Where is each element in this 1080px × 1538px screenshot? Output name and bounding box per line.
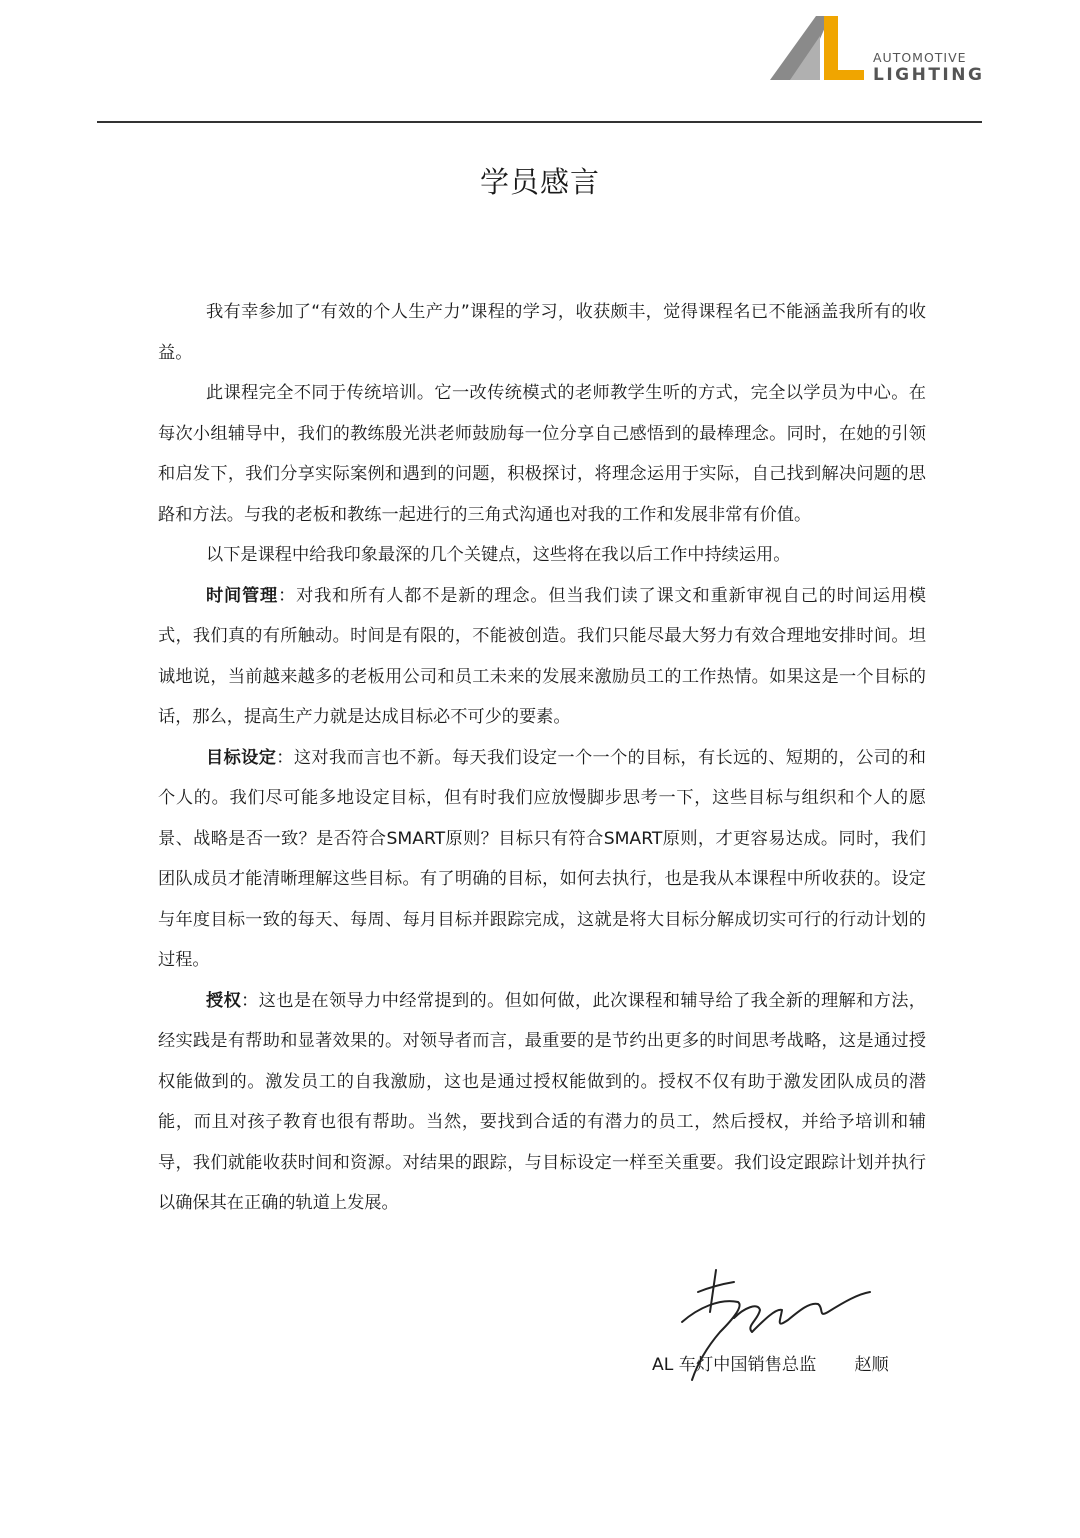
section-text: ：这也是在领导力中经常提到的。但如何做，此次课程和辅导给了我全新的理解和方法，经实践是有帮助和显著效果的。对领导者而言，最重要的是节约出更多的时间思考战略，这是通过授权能做到的。激发员工的自我激励，这也是通过授权能做到的。授权不仅有助于激发团队成员的潜能，而且对孩子教育也很有帮助。当然，要找到合适的有潜力的员工，然后授权，并给予培训和辅导，我们就能收获时间和资源。对结果的跟踪，与目标设定一样至关重要。我们设定跟踪计划并执行以确保其在正确的轨道上发展。 — [158, 990, 926, 1213]
section-text: ：这对我而言也不新。每天我们设定一个一个的目标，有长远的、短期的，公司的和个人的。我们尽可能多地设定目标，但有时我们应放慢脚步思考一下，这些目标与组织和个人的愿景、战略是否一致？是否符合SMART原则？目标只有符合SMART原则，才更容易达成。同时，我们团队成员才能清晰理解这些目标。有了明确的目标，如何去执行，也是我从本课程中所收获的。设定与年度目标一致的每天、每周、每月目标并跟踪完成，这就是将大目标分解成切实可行的行动计划的过程。 — [158, 747, 926, 970]
logo-line-lighting: LIGHTING — [873, 65, 985, 85]
signer-line — [652, 1350, 889, 1375]
logo-wordmark — [873, 50, 984, 84]
intro-paragraph-1: 我有幸参加了“有效的个人生产力”课程的学习，收获颇丰，觉得课程名已不能涵盖我所有的收益。 — [158, 302, 926, 363]
company-logo — [768, 14, 988, 86]
section-time-management — [158, 576, 926, 738]
header-rule — [97, 121, 982, 123]
signer-title: AL 车灯中国销售总监 — [652, 1355, 817, 1375]
document-body — [158, 292, 926, 1224]
section-delegation — [158, 981, 926, 1224]
section-text: ：对我和所有人都不是新的理念。但当我们读了课文和重新审视自己的时间运用模式，我们真的有所触动。时间是有限的，不能被创造。我们只能尽最大努力有效合理地安排时间。坦诚地说，当前越来越多的老板用公司和员工未来的发展来激励员工的工作热情。如果这是一个目标的话，那么，提高生产力就是达成目标必不可少的要素。 — [158, 585, 926, 727]
intro-paragraph-2: 此课程完全不同于传统培训。它一改传统模式的老师教学生听的方式，完全以学员为中心。在每次小组辅导中，我们的教练殷光洪老师鼓励每一位分享自己感悟到的最棒理念。同时，在她的引领和启发下，我们分享实际案例和遇到的问题，积极探讨，将理念运用于实际，自己找到解决问题的思路和方法。与我的老板和教练一起进行的三角式沟通也对我的工作和发展非常有价值。 — [158, 383, 926, 525]
signer-name: 赵顺 — [854, 1355, 889, 1375]
logo-line-automotive: AUTOMOTIVE — [873, 50, 967, 65]
section-goal-setting — [158, 738, 926, 981]
al-logo-icon — [768, 14, 868, 86]
intro-paragraph-3: 以下是课程中给我印象最深的几个关键点，这些将在我以后工作中持续运用。 — [206, 545, 791, 565]
section-heading: 授权 — [206, 990, 242, 1011]
section-heading: 目标设定 — [206, 747, 277, 768]
section-heading: 时间管理 — [206, 585, 279, 606]
document-title: 学员感言 — [479, 165, 600, 199]
